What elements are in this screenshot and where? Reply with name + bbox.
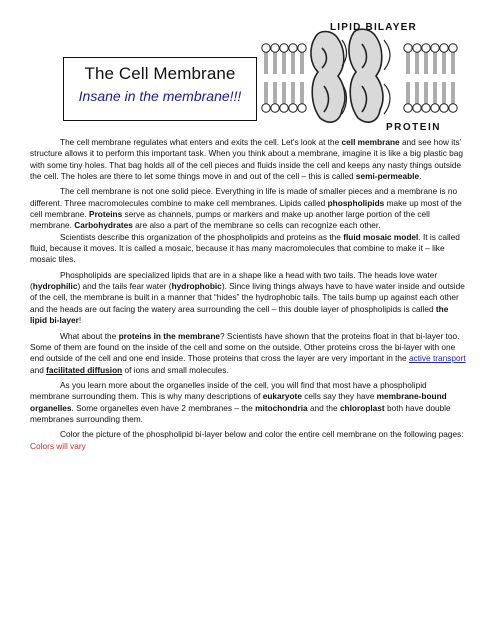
paragraph-6: [30, 380, 467, 425]
p6-text-g: and the: [307, 402, 340, 413]
p2-text-e: serve as channels, pumps or markers and make up another large portion of the cell membrane.: [30, 209, 430, 231]
term-membrane-bound-organelles: membrane-bound organelles: [30, 391, 447, 413]
term-phospholipids: phospholipids: [327, 197, 385, 208]
p5-text-a: What about the: [60, 330, 119, 341]
p6-text-c: cells say they have: [301, 391, 377, 402]
p3-text-c: . It is called fluid, because it moves. It is called a mosaic, because it has many macromolecules that combine to make it – like mosaic tiles.: [30, 231, 460, 265]
p2-text-g: are also a part of the membrane so cells can recognize each other.: [132, 220, 381, 231]
p2-text-a: The cell membrane is not one solid piece. Everything in life is made of smaller pieces and a membrane is no different. Three macromolecules combine to make cell membranes. Lipids called: [30, 186, 458, 208]
paragraph-2: [30, 186, 467, 231]
term-proteins: Proteins: [89, 209, 123, 220]
term-chloroplast: chloroplast: [339, 402, 385, 413]
active-transport-link[interactable]: active transport: [408, 353, 466, 364]
term-eukaryote: eukaryote: [262, 391, 302, 402]
paragraph-4: [30, 270, 467, 327]
term-semi-permeable: semi-permeable: [355, 171, 420, 182]
p3-text-a: Scientists describe this organization of the phospholipids and proteins as the: [60, 231, 344, 242]
p6-text-a: As you learn more about the organelles inside of the cell, you will find that most have a phospholipid membrane surrounding them. This is why many descriptions of: [30, 379, 427, 402]
term-proteins-in-membrane: proteins in the membrane: [118, 330, 221, 341]
term-hydrophobic: hydrophobic: [171, 281, 222, 292]
protein-label: PROTEIN: [386, 122, 441, 133]
lipid-bilayer-illustration: [258, 18, 460, 136]
page-title: The Cell Membrane: [84, 64, 236, 83]
p6-text-i: both have double membranes surrounding them.: [30, 402, 451, 424]
p4-text-g: !: [78, 315, 82, 326]
p7-text-a: Color the picture of the phospholipid bi-layer below and color the entire cell membrane on the following pages:: [60, 429, 464, 440]
p1-text-c: and see how its’ structure allows it to perform this important task. When you think about a membrane, imagine it is like a big plastic bag with some tiny holes. That bag holds all of the cell pieces and fluids inside the cell and keeps any nasty things outside the cell. The holes are there to let some things move in and out of the cell – this is called: [30, 137, 464, 182]
p5-text-c: ? Scientists have shown that the proteins float in that bi-layer too. Some of them are found on the inside of the cell and some on the outside. Other proteins cross the bi-layer with one end outside of the cell and one end inside. Those proteins that cross the layer are very important in the: [30, 330, 460, 364]
paragraph-7: [30, 429, 467, 452]
p1-text-a: The cell membrane regulates what enters and exits the cell. Let's look at the: [60, 137, 342, 147]
p2-text-c: make up most of the cell membrane.: [30, 197, 462, 220]
term-hydrophilic: hydrophilic: [32, 281, 78, 292]
lipid-bilayer-label: LIPID BILAYER: [330, 22, 417, 33]
p4-text-a: Phospholipids are specialized lipids that are in a shape like a head with two tails. The heads love water (: [30, 269, 438, 292]
term-cell-membrane: cell membrane: [341, 137, 400, 147]
article-body: [30, 137, 467, 456]
p4-text-e: ). Since living things always have to have water inside and outside of the cell, the membrane is built in a manner that “hides” the hydrophobic tails. The tails bump up against each other and the heads are out facing the watery area surrounding the cell – this double layer of phospholipids is called: [30, 281, 465, 314]
p1-text-e: .: [419, 171, 422, 182]
term-lipid-bilayer: the lipid bi-layer: [30, 303, 449, 326]
paragraph-5: [30, 331, 467, 376]
term-facilitated-diffusion: facilitated diffusion: [46, 364, 123, 375]
term-fluid-mosaic-model: fluid mosaic model: [343, 231, 419, 242]
p6-text-e: . Some organelles even have 2 membranes – the: [71, 402, 256, 413]
colors-will-vary-note: Colors will vary: [30, 440, 86, 451]
term-carbohydrates: Carbohydrates: [74, 220, 133, 231]
p4-text-c: ) and the tails fear water (: [77, 281, 172, 292]
p5-text-g: of ions and small molecules.: [122, 364, 229, 375]
p5-text-e: and: [30, 364, 47, 375]
term-mitochondria: mitochondria: [255, 402, 308, 413]
page-subtitle: Insane in the membrane!!!: [78, 88, 242, 104]
membrane-protein: [311, 29, 383, 122]
paragraph-1: [30, 137, 467, 182]
title-box: [63, 57, 257, 121]
paragraph-3: [30, 232, 467, 266]
